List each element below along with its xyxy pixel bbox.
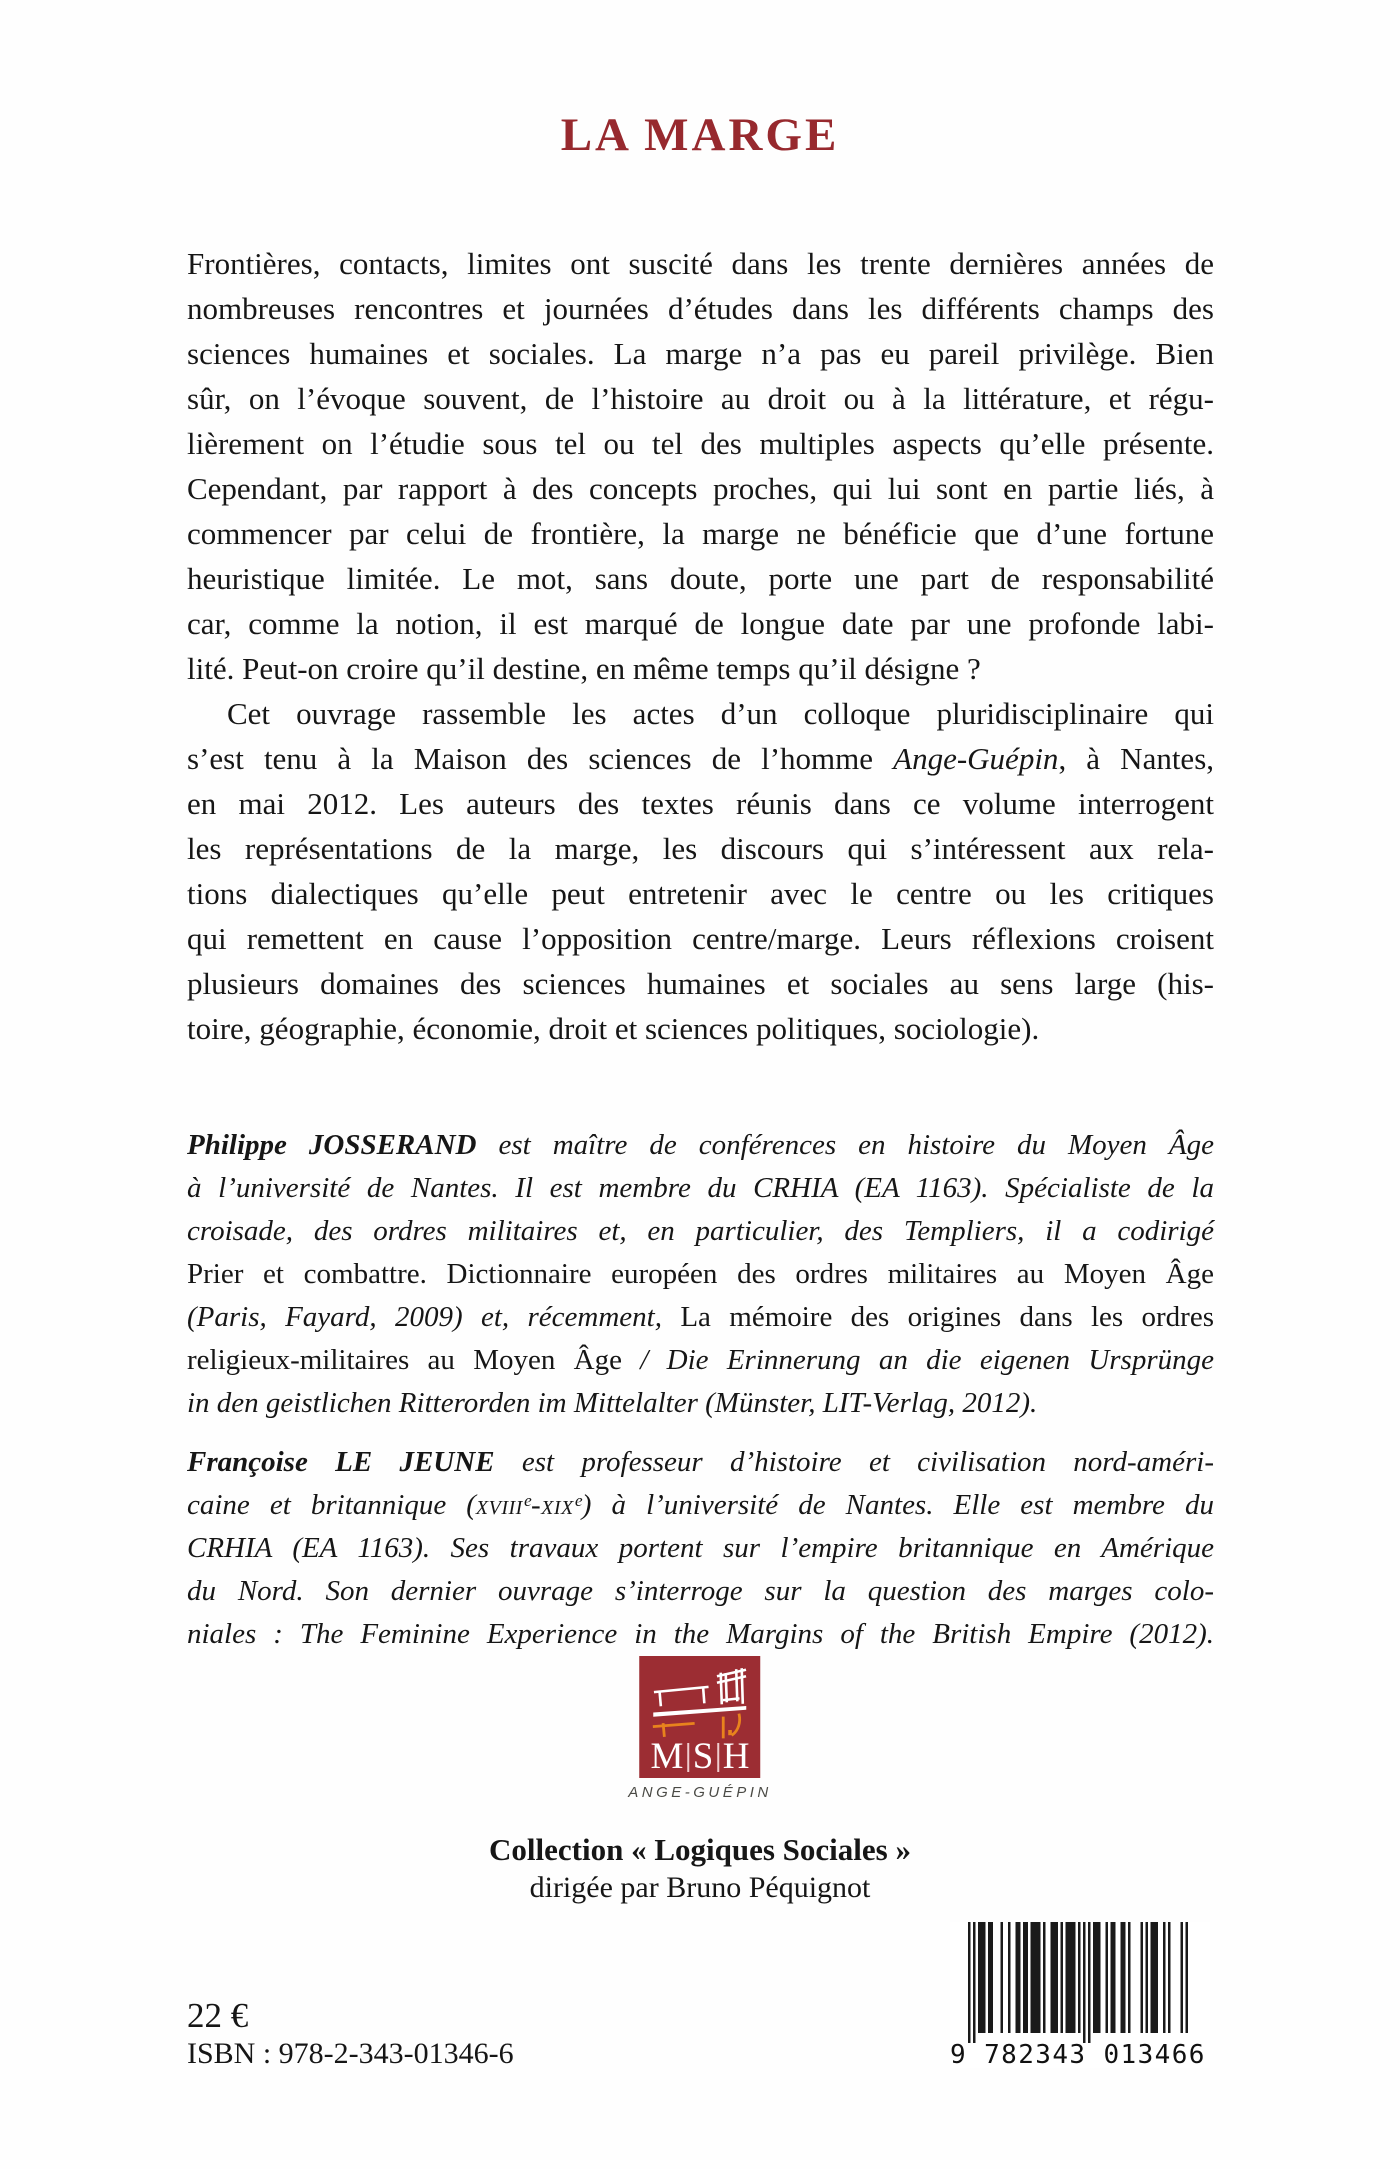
msh-logo-letters — [639, 1736, 760, 1777]
text-line: Philippe JOSSERAND est maître de conférences en histoire du Moyen Âge — [187, 1129, 1215, 1161]
text-line: commencer par celui de frontière, la marge ne bénéficie que d’une fortune — [187, 516, 1214, 551]
collection-director: dirigée par Bruno Péquignot — [529, 1871, 871, 1904]
text-line: CRHIA (EA 1163). Ses travaux portent sur l’empire britannique en Amérique — [187, 1532, 1214, 1564]
text-line: en mai 2012. Les auteurs des textes réunis dans ce volume interrogent — [187, 786, 1214, 821]
text-line: caine et britannique (xviiiᵉ-xixᵉ) à l’université de Nantes. Elle est membre du — [187, 1489, 1214, 1521]
collection-name: Collection « Logiques Sociales » — [489, 1832, 911, 1867]
synopsis-text — [187, 241, 1214, 1051]
text-line: sciences humaines et sociales. La marge n’a pas eu pareil privilège. Bien — [187, 336, 1214, 371]
text-line: (Paris, Fayard, 2009) et, récemment, La mémoire des origines dans les ordres — [187, 1301, 1214, 1333]
text-line: car, comme la notion, il est marqué de longue date par une profonde labi- — [187, 606, 1214, 641]
text-line: Cependant, par rapport à des concepts proches, qui lui sont en partie liés, à — [187, 471, 1214, 506]
text-line: Cet ouvrage rassemble les actes d’un colloque pluridisciplinaire qui — [227, 696, 1214, 731]
msh-letter-s: S — [692, 1736, 714, 1777]
text-line: heuristique limitée. Le mot, sans doute, porte une part de responsabilité — [187, 561, 1214, 596]
ean13-barcode — [950, 1922, 1210, 2068]
text-line: qui remettent en cause l’opposition centre/marge. Leurs réflexions croisent — [187, 921, 1214, 956]
text-line: sûr, on l’évoque souvent, de l’histoire au droit ou à la littérature, et régu- — [187, 381, 1214, 416]
letter-separator — [687, 1743, 689, 1772]
text-line: du Nord. Son dernier ouvrage s’interroge sur la question des marges colo- — [187, 1575, 1214, 1607]
text-line: Prier et combattre. Dictionnaire européen des ordres militaires au Moyen Âge — [187, 1258, 1214, 1290]
msh-logo-subtitle: ANGE-GUÉPIN — [628, 1784, 772, 1801]
text-line: tions dialectiques qu’elle peut entretenir avec le centre ou les critiques — [187, 876, 1214, 911]
text-line: Françoise LE JEUNE est professeur d’histoire et civilisation nord-améri- — [187, 1446, 1214, 1478]
barcode-digits: 9 782343 013466 — [950, 2040, 1206, 2070]
text-line: plusieurs domaines des sciences humaines et sociales au sens large (his- — [187, 966, 1214, 1001]
price-label: 22 € — [187, 1996, 249, 2035]
msh-logo — [628, 1656, 772, 1801]
isbn-label: ISBN : 978-2-343-01346-6 — [187, 2037, 514, 2070]
book-title: LA MARGE — [560, 109, 840, 161]
text-line: religieux-militaires au Moyen Âge / Die Erinnerung an die eigenen Ursprünge — [187, 1344, 1214, 1376]
text-line: lité. Peut-on croire qu’il destine, en même temps qu’il désigne ? — [187, 651, 981, 686]
msh-letter-m: M — [650, 1736, 684, 1777]
text-line: s’est tenu à la Maison des sciences de l’homme Ange-Guépin, à Nantes, — [187, 741, 1215, 776]
text-line: niales : The Feminine Experience in the Margins of the British Empire (2012). — [187, 1618, 1214, 1650]
msh-letter-h: H — [722, 1736, 750, 1777]
author-bio-josserand — [187, 1124, 1214, 1425]
author-bio-lejeune — [187, 1441, 1214, 1656]
text-line: lièrement on l’étudie sous tel ou tel des multiples aspects qu’elle présente. — [187, 426, 1214, 461]
text-line: toire, géographie, économie, droit et sciences politiques, sociologie). — [187, 1011, 1040, 1046]
text-line: croisade, des ordres militaires et, en particulier, des Templiers, il a codirigé — [187, 1215, 1214, 1247]
text-line: nombreuses rencontres et journées d’études dans les différents champs des — [187, 291, 1214, 326]
text-line: Frontières, contacts, limites ont suscité dans les trente dernières années de — [187, 246, 1214, 281]
text-line: les représentations de la marge, les discours qui s’intéressent aux rela- — [187, 831, 1214, 866]
barcode-bars — [968, 1922, 1206, 2043]
collection-info — [0, 1831, 1400, 1906]
msh-logo-square — [639, 1656, 760, 1778]
text-line: à l’université de Nantes. Il est membre du CRHIA (EA 1163). Spécialiste de la — [187, 1172, 1214, 1204]
letter-separator — [717, 1743, 719, 1772]
text-line: in den geistlichen Ritterorden im Mittelalter (Münster, LIT-Verlag, 2012). — [187, 1387, 1038, 1419]
